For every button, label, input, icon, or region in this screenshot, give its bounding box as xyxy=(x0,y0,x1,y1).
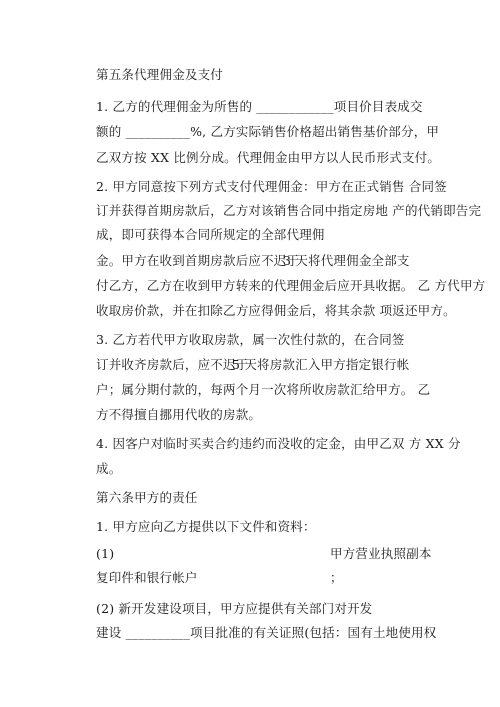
article5-line-5: 订并获得首期房款后，乙方对该销售合同中指定房地 产的代销即告完 xyxy=(96,203,482,218)
article5-line-6: 成，即可获得本合同所规定的全部代理佣 xyxy=(96,227,325,242)
article5-line-3: 乙双方按 XX 比例分成。代理佣金由甲方以人民币形式支付。 xyxy=(96,150,441,165)
article6-item1-number: (1) xyxy=(96,546,115,561)
article6-title: 第六条甲方的责任 xyxy=(96,490,198,505)
article5-line-10: 3. 乙方若代甲方收取房款，属一次性付款的，在合同签 xyxy=(96,332,405,347)
article5-line-8: 付乙方，乙方在收到甲方转来的代理佣金后应开具收据。 乙 方代甲方 xyxy=(96,278,486,293)
article5-title: 第五条代理佣金及支付 xyxy=(96,67,224,82)
article5-line-2: 额的 __________%, 乙方实际销售价格超出销售基价部分，甲 xyxy=(96,124,440,139)
article5-line-1: 1. 乙方的代理佣金为所售的 ____________项目价目表成交 xyxy=(96,99,423,114)
article5-line-14: 4. 因客户对临时买卖合约违约而没收的定金，由甲乙双 方 XX 分 xyxy=(96,436,461,451)
article5-line-13: 方不得擅自挪用代收的房款。 xyxy=(96,407,262,422)
article6-item1-text: 甲方营业执照副本 xyxy=(330,546,432,561)
article5-line-12: 户；属分期付款的，每两个月一次将所收房款汇给甲方。 乙 xyxy=(96,382,431,397)
article6-line-1: 1. 甲方应向乙方提供以下文件和资料： xyxy=(96,519,316,534)
article6-item2-cont: 建设 __________项目批准的有关证照(包括：国有土地使用权 xyxy=(96,625,437,640)
article5-line-11b: 5 天将房款汇入甲方指定银行帐 xyxy=(232,357,410,372)
article5-line-9: 收取房价款，并在扣除乙方应得佣金后，将其余款 项返还甲方。 xyxy=(96,303,456,318)
article5-line-7: 金。甲方在收到首期房款后应不迟于 xyxy=(96,253,300,268)
article6-item2: (2) 新开发建设项目，甲方应提供有关部门对开发 xyxy=(96,601,373,616)
article6-item1-cont: 复印件和银行帐户 xyxy=(96,570,198,585)
article5-line-15: 成。 xyxy=(96,461,122,476)
article5-line-7b: 3 天将代理佣金全部支 xyxy=(283,253,410,268)
article5-line-11: 订并收齐房款后，应不迟于 xyxy=(96,357,249,372)
article6-item1-end: ； xyxy=(330,570,343,585)
article5-line-4: 2. 甲方同意按下列方式支付代理佣金：甲方在正式销售 合同签 xyxy=(96,179,447,194)
